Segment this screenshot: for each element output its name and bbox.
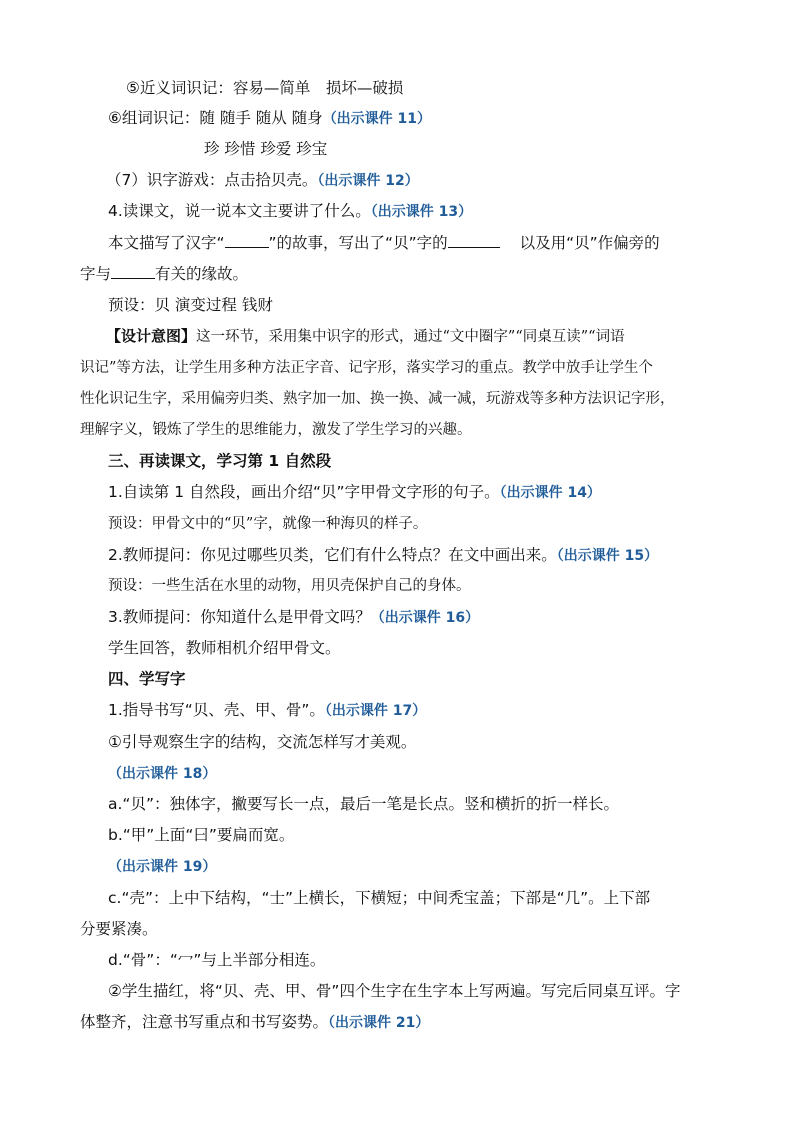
- writing-task-line: [108, 700, 426, 721]
- courseware-ref: （出示课件 14）: [499, 485, 601, 501]
- task-2-line: [108, 545, 658, 566]
- courseware-ref: （出示课件 15）: [556, 548, 659, 564]
- courseware-ref: （出示课件 17）: [324, 703, 427, 719]
- design-intent-text-1: 这一环节，采用集中识字的形式，通过“文中圈字”“同桌互读”“词语: [196, 329, 625, 345]
- char-c-line-2: [80, 919, 158, 939]
- courseware-ref: （出示课件 18）: [108, 766, 217, 782]
- courseware-ref: （出示课件 11）: [322, 111, 432, 127]
- design-intent-line-4: [80, 420, 472, 440]
- tracing-text-1: ②学生描红，将“贝、壳、甲、骨”四个生字在生字本上写两遍。写完后同桌互评。字: [108, 982, 681, 1000]
- preset-line-2: [108, 576, 471, 596]
- word-group-text-1: ⑥组词识记：随 随手 随从 随身: [108, 109, 323, 127]
- task-3-text: 3.教师提问：你知道什么是甲骨文吗？: [108, 608, 371, 626]
- char-a-line: [108, 794, 619, 814]
- task-1-text: 1.自读第 1 自然段，画出介绍“贝”字甲骨文字形的句子。: [108, 483, 500, 501]
- design-intent-line-3: [80, 389, 675, 409]
- word-group-line-1: [108, 108, 431, 129]
- tracing-line-2: [80, 1012, 429, 1033]
- char-c-text-1: c.“壳”：上中下结构，“士”上横长，下横短；中间秃宝盖；下部是“几”。上下部: [108, 889, 651, 907]
- char-c-line-1: [108, 888, 650, 908]
- courseware-19-line: [108, 856, 216, 877]
- preset-answer-text: 预设：贝 演变过程 钱财: [108, 296, 273, 314]
- read-text: 4.读课文，说一说本文主要讲了什么。: [108, 202, 371, 220]
- section-heading-4-text: 四、学写字: [108, 670, 186, 688]
- char-d-line: [108, 950, 325, 970]
- section-heading-3-text: 三、再读课文，学习第 1 自然段: [108, 452, 332, 470]
- design-intent-text-3: 性化识记生字，采用偏旁归类、熟字加一加、换一换、减一减，玩游戏等多种方法识记字形，: [80, 391, 675, 407]
- preset-answer-line: [108, 295, 273, 315]
- word-group-text-2: 珍 珍惜 珍爱 珍宝: [204, 140, 328, 158]
- writing-task-text: 1.指导书写“贝、壳、甲、骨”。: [108, 701, 325, 719]
- answer-text: 学生回答，教师相机介绍甲骨文。: [108, 639, 341, 657]
- char-a-text: a.“贝”：独体字，撇要写长一点，最后一笔是长点。竖和横折的折一样长。: [108, 795, 619, 813]
- courseware-ref: （出示课件 12）: [317, 173, 419, 189]
- section-heading-4: [108, 669, 186, 689]
- summary-part-3: 以及用“贝”作偏旁的: [519, 234, 660, 252]
- summary-part-2: ”的故事，写出了“贝”字的: [268, 234, 448, 252]
- task-3-line: [108, 607, 479, 628]
- char-d-text: d.“骨”：“冖”与上半部分相连。: [108, 951, 326, 969]
- game-line: [106, 170, 419, 191]
- tracing-text-2: 体整齐，注意书写重点和书写姿势。: [80, 1013, 329, 1031]
- summary-line-1: [108, 233, 660, 253]
- observe-line: [108, 732, 416, 752]
- courseware-ref: （出示课件 13）: [370, 204, 473, 220]
- preset-text-2: 预设：一些生活在水里的动物，用贝壳保护自己的身体。: [108, 578, 471, 594]
- courseware-ref: （出示课件 19）: [108, 859, 217, 875]
- fill-blank-1[interactable]: [225, 233, 269, 248]
- courseware-ref: （出示课件 21）: [328, 1015, 430, 1031]
- courseware-18-line: [108, 763, 216, 784]
- fill-blank-2[interactable]: [448, 233, 500, 248]
- design-intent-label: 【设计意图】: [106, 327, 197, 345]
- char-b-text: b.“甲”上面“曰”要扁而宽。: [108, 826, 295, 844]
- design-intent-line-1: [106, 326, 625, 347]
- synonym-text: ⑤近义词识记：容易—简单 损坏—破损: [126, 79, 404, 97]
- char-b-line: [108, 825, 294, 845]
- read-text-line: [108, 201, 472, 222]
- char-c-text-2: 分要紧凑。: [80, 920, 158, 938]
- task-2-text: 2.教师提问：你见过哪些贝类，它们有什么特点？在文中画出来。: [108, 546, 557, 564]
- task-1-line: [108, 482, 601, 503]
- observe-text: ①引导观察生字的结构，交流怎样写才美观。: [108, 733, 417, 751]
- design-intent-text-2: 识记”等方法，让学生用多种方法正字音、记字形，落实学习的重点。教学中放手让学生个: [80, 360, 653, 376]
- answer-line: [108, 638, 341, 658]
- game-text: （7）识字游戏：点击拾贝壳。: [106, 171, 318, 189]
- summary-line-2: [80, 264, 248, 284]
- preset-text-1: 预设：甲骨文中的“贝”字，就像一种海贝的样子。: [108, 516, 428, 532]
- summary-part-4: 字与: [80, 265, 112, 283]
- summary-part-5: 有关的缘故。: [155, 265, 249, 283]
- section-heading-3: [108, 451, 331, 471]
- synonym-line: [126, 78, 403, 98]
- fill-blank-3[interactable]: [111, 264, 155, 279]
- courseware-ref: （出示课件 16）: [370, 610, 480, 626]
- design-intent-text-4: 理解字义，锻炼了学生的思维能力，激发了学生学习的兴趣。: [80, 422, 472, 438]
- tracing-line-1: [108, 981, 680, 1001]
- design-intent-line-2: [80, 358, 653, 378]
- preset-line-1: [108, 514, 427, 534]
- word-group-line-2: [204, 139, 327, 159]
- summary-part-1: 本文描写了汉字“: [108, 234, 225, 252]
